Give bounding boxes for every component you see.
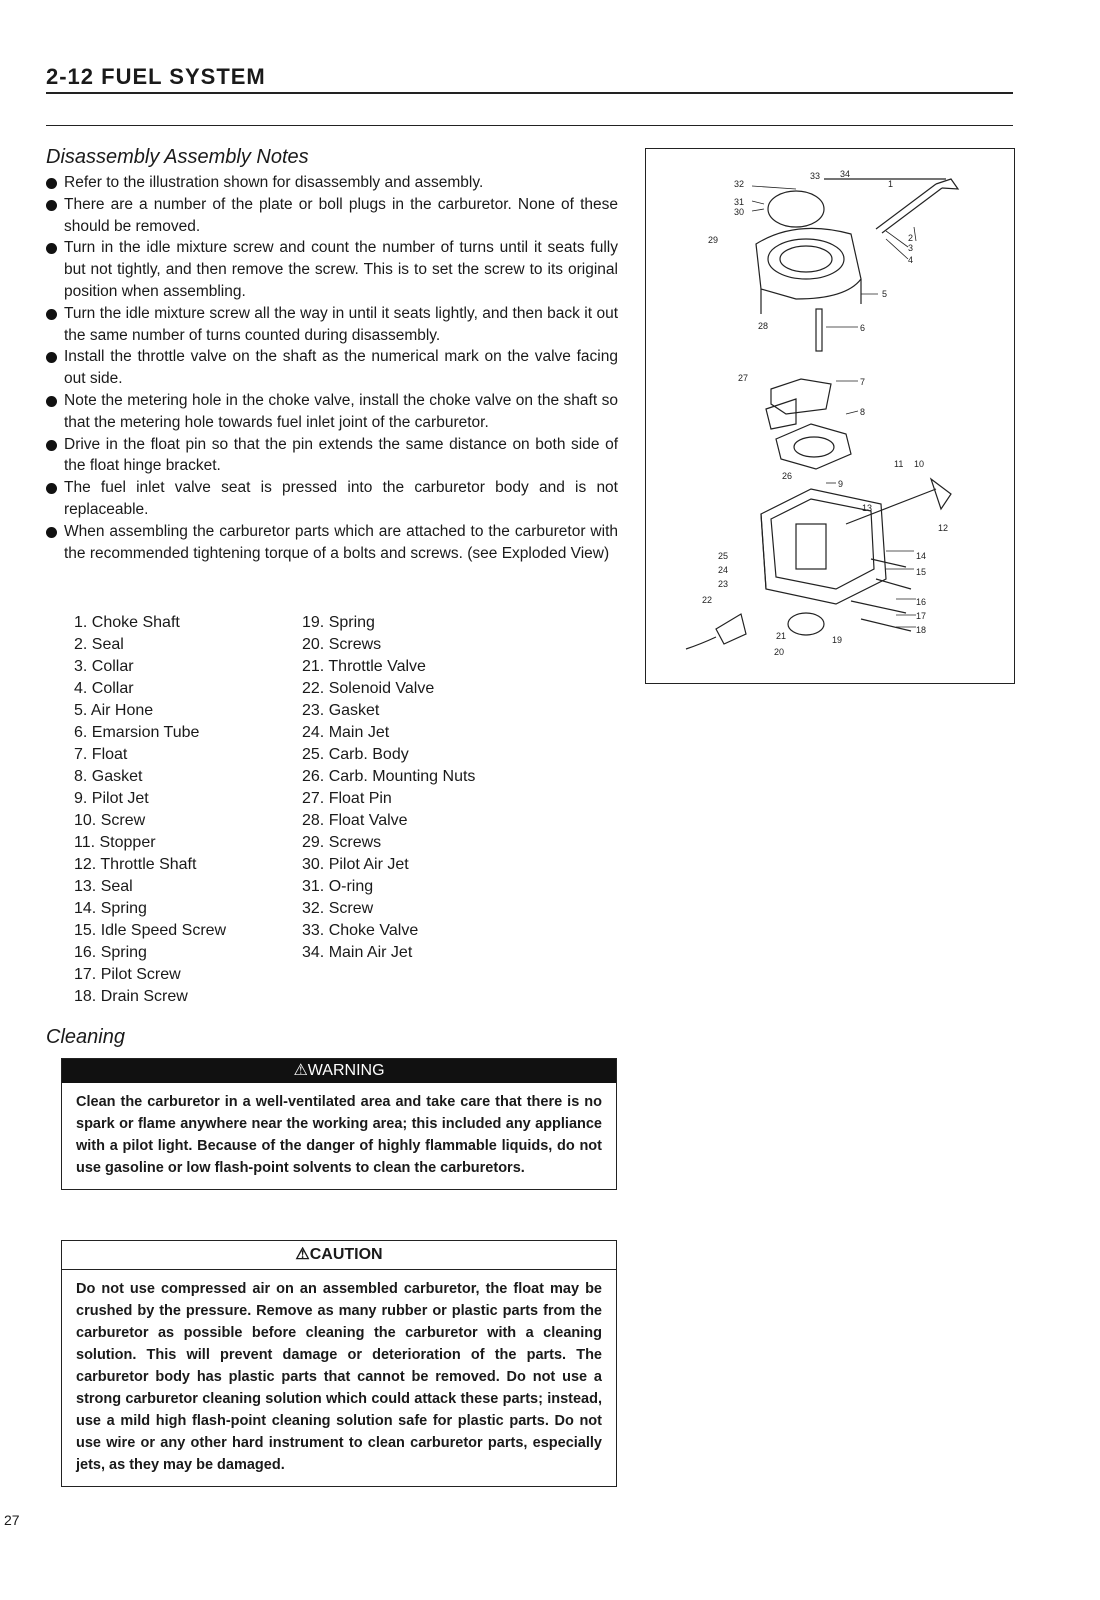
callout-17: 17 [916,611,927,621]
warning-box [61,1058,617,1190]
part-item: 28. Float Valve [302,812,408,829]
note-item: When assembling the carburetor parts which are attached to the carburetor with the recommended tightening torque of a bolts and screws. (see Exploded View) [46,521,618,565]
callout-27: 27 [738,373,749,383]
part-item: 32. Screw [302,900,374,917]
callout-22: 22 [702,595,713,605]
part-item: 34. Main Air Jet [302,944,413,961]
callout-1: 1 [888,179,894,189]
part-item: 21. Throttle Valve [302,658,426,675]
caution-text: Do not use compressed air on an assembled carburetor, the float may be crushed by the pressure. Remove as many rubber or plastic parts from the carburetor as possible before cleaning the carburetor with a cleaning solution. This will prevent damage or deterioration of the parts. The carburetor body has plastic parts that cannot be removed. Do not use a strong carburetor cleaning solution which could attack these parts; instead, use a mild high flash-point cleaning solution safe for plastic parts. Do not use wire or any other hard instrument to clean carburetor parts, especially jets, as they may be damaged. [76,1281,602,1473]
air-horn-shape [756,228,861,314]
warning-text: Clean the carburetor in a well-ventilated area and take care that there is no spark or flame anywhere near the working area; this included any appliance with a pilot light. Because of the danger of highly flammable liquids, do not use gasoline or low flash-point solvents to clean the carburetors. [76,1094,602,1176]
caution-triangle-icon: ⚠ [295,1246,310,1263]
float-shape [766,379,831,429]
callout-8: 8 [860,407,866,417]
emulsion-tube-shape [816,309,822,351]
part-item: 12. Throttle Shaft [74,856,197,873]
part-item: 3. Collar [74,658,134,675]
part-item: 11. Stopper [74,834,156,851]
part-item: 26. Carb. Mounting Nuts [302,768,476,785]
disassembly-title: Disassembly Assembly Notes [46,146,309,168]
screws-shape [851,559,911,631]
callout-31: 31 [734,197,745,207]
callout-30: 30 [734,207,745,217]
disassembly-notes-list [46,172,618,564]
choke-valve-shape [768,179,946,227]
callout-23: 23 [718,579,729,589]
note-item: Refer to the illustration shown for disassembly and assembly. [46,172,618,194]
solenoid-valve-shape [686,614,746,649]
callout-20: 20 [774,647,785,657]
callout-26: 26 [782,471,793,481]
part-item: 20. Screws [302,636,382,653]
callout-34: 34 [840,169,851,179]
section-rule [46,125,1013,126]
note-item: There are a number of the plate or boll plugs in the carburetor. None of these should be removed. [46,194,618,238]
note-item: Drive in the float pin so that the pin extends the same distance on both side of the float hinge bracket. [46,434,618,478]
warning-label: WARNING [307,1062,385,1079]
callout-19: 19 [832,635,843,645]
callout-33: 33 [810,171,821,181]
callout-16: 16 [916,597,927,607]
part-item: 10. Screw [74,812,146,829]
callout-12: 12 [938,523,949,533]
part-item: 14. Spring [74,900,147,917]
part-item: 2. Seal [74,636,124,653]
throttle-shaft-shape [846,479,951,524]
leader-lines [752,186,916,627]
part-item: 18. Drain Screw [74,988,188,1005]
callout-9: 9 [838,479,844,489]
callout-11: 11 [894,459,904,469]
cleaning-title: Cleaning [46,1026,125,1048]
part-item: 4. Collar [74,680,134,697]
callout-15: 15 [916,567,927,577]
part-item: 19. Spring [302,614,375,631]
callout-10: 10 [914,459,925,469]
caution-header [62,1241,616,1270]
part-item: 9. Pilot Jet [74,790,149,807]
part-item: 8. Gasket [74,768,143,785]
carburetor-exploded-view [645,148,1015,684]
header-rule [46,92,1013,94]
caution-label: CAUTION [309,1246,383,1263]
gasket-shape [776,424,851,469]
part-item: 27. Float Pin [302,790,392,807]
part-item: 17. Pilot Screw [74,966,181,983]
caution-box [61,1240,617,1487]
callout-25: 25 [718,551,729,561]
throttle-valve-shape [788,613,824,635]
part-item: 33. Choke Valve [302,922,419,939]
callout-21: 21 [776,631,787,641]
callout-2: 2 [908,233,914,243]
parts-column-right [302,612,475,964]
callout-3: 3 [908,243,914,253]
part-item: 13. Seal [74,878,133,895]
part-item: 25. Carb. Body [302,746,409,763]
part-item: 1. Choke Shaft [74,614,180,631]
part-item: 7. Float [74,746,128,763]
note-item: Install the throttle valve on the shaft as the numerical mark on the valve facing out side. [46,346,618,390]
part-item: 23. Gasket [302,702,380,719]
part-item: 16. Spring [74,944,147,961]
part-item: 31. O-ring [302,878,374,895]
callout-5: 5 [882,289,888,299]
callout-29: 29 [708,235,719,245]
parts-column-left [74,612,226,1008]
note-item: Turn in the idle mixture screw and count the number of turns until it seats fully but not tightly, and then remove the screw. This is to set the screw to its original position when assembling. [46,237,618,302]
callout-32: 32 [734,179,745,189]
note-item: Turn the idle mixture screw all the way in until it seats lightly, and then back it out the same number of turns counted during disassembly. [46,303,618,347]
part-item: 24. Main Jet [302,724,390,741]
callout-6: 6 [860,323,866,333]
part-item: 6. Emarsion Tube [74,724,200,741]
callout-14: 14 [916,551,927,561]
note-item: Note the metering hole in the choke valve, install the choke valve on the shaft so that the metering hole towards fuel inlet joint of the carburetor. [46,390,618,434]
part-item: 22. Solenoid Valve [302,680,435,697]
part-item: 30. Pilot Air Jet [302,856,409,873]
page-number: 27 [4,1512,20,1528]
callout-13: 13 [862,503,873,513]
warning-header [62,1059,616,1083]
callout-7: 7 [860,377,866,387]
note-item: The fuel inlet valve seat is pressed into the carburetor body and is not replaceable. [46,477,618,521]
warning-triangle-icon: ⚠ [293,1062,308,1079]
part-item: 29. Screws [302,834,382,851]
part-item: 15. Idle Speed Screw [74,922,227,939]
page-header-title: 2-12 FUEL SYSTEM [46,64,266,89]
callout-24: 24 [718,565,729,575]
part-item: 5. Air Hone [74,702,154,719]
callout-4: 4 [908,255,914,265]
callout-28: 28 [758,321,769,331]
callout-18: 18 [916,625,927,635]
